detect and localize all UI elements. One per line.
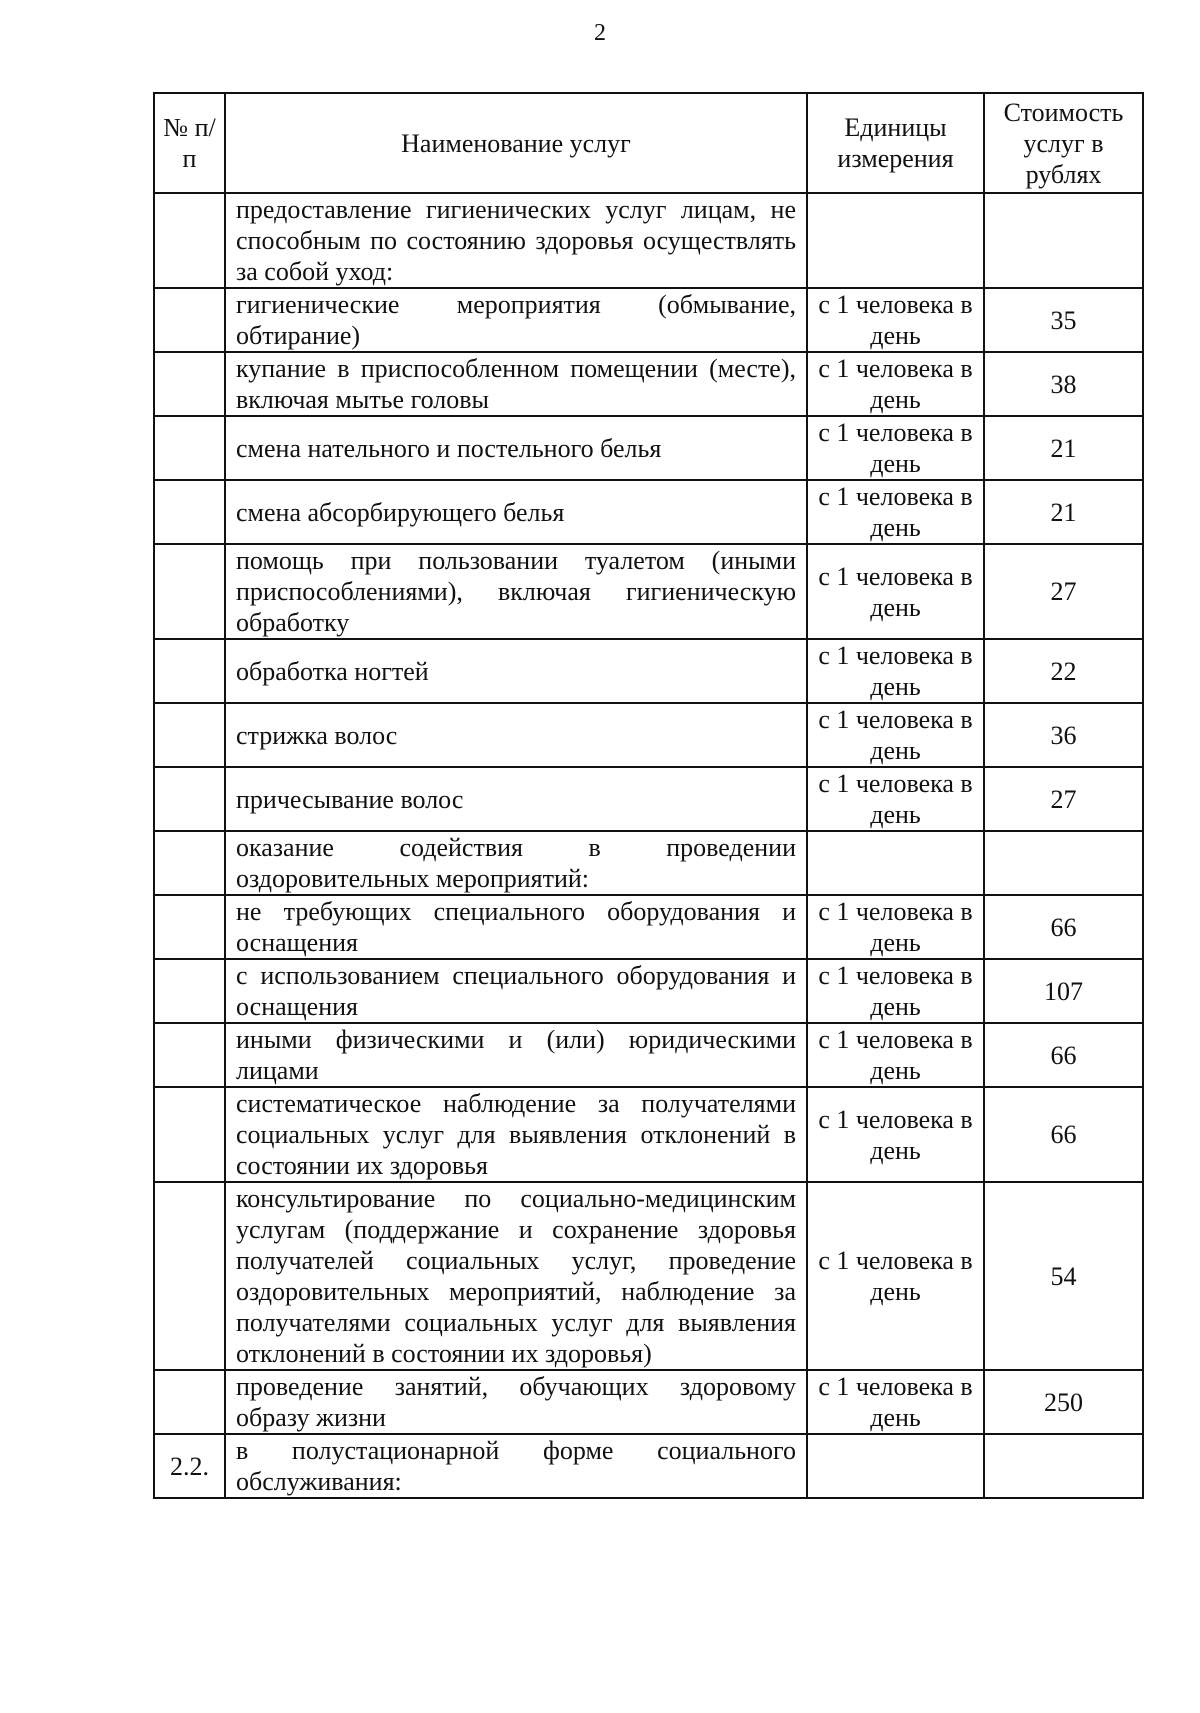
row-number: 2.2. <box>154 1434 225 1498</box>
table-row <box>154 1023 1143 1087</box>
row-number <box>154 1087 225 1182</box>
unit-of-measure: с 1 человека в день <box>807 703 984 767</box>
unit-of-measure <box>807 193 984 288</box>
row-number <box>154 288 225 352</box>
table-row <box>154 1182 1143 1370</box>
service-name: иными физическими и (или) юридическими лицами <box>225 1023 807 1087</box>
table-row <box>154 1087 1143 1182</box>
service-price: 66 <box>984 1087 1143 1182</box>
table-row <box>154 288 1143 352</box>
table-body <box>154 193 1143 1498</box>
row-number <box>154 416 225 480</box>
table-row <box>154 1370 1143 1434</box>
row-number <box>154 1182 225 1370</box>
header-number: № п/п <box>154 93 225 193</box>
unit-of-measure: с 1 человека в день <box>807 480 984 544</box>
service-name: оказание содействия в проведении оздоровительных мероприятий: <box>225 831 807 895</box>
service-name: в полустационарной форме социального обслуживания: <box>225 1434 807 1498</box>
service-name: предоставление гигиенических услуг лицам, не способным по состоянию здоровья осуществлять за собой уход: <box>225 193 807 288</box>
row-number <box>154 1023 225 1087</box>
table-row <box>154 480 1143 544</box>
service-name: с использованием специального оборудования и оснащения <box>225 959 807 1023</box>
table-row <box>154 639 1143 703</box>
service-price: 36 <box>984 703 1143 767</box>
header-service-name: Наименование услуг <box>225 93 807 193</box>
service-price: 21 <box>984 416 1143 480</box>
header-unit: Единицы измерения <box>807 93 984 193</box>
service-price: 66 <box>984 895 1143 959</box>
unit-of-measure: с 1 человека в день <box>807 767 984 831</box>
service-name: обработка ногтей <box>225 639 807 703</box>
service-name: смена абсорбирующего белья <box>225 480 807 544</box>
table-row <box>154 1434 1143 1498</box>
row-number <box>154 352 225 416</box>
unit-of-measure: с 1 человека в день <box>807 288 984 352</box>
service-price: 35 <box>984 288 1143 352</box>
unit-of-measure: с 1 человека в день <box>807 1023 984 1087</box>
page-number: 2 <box>594 20 606 46</box>
service-price: 54 <box>984 1182 1143 1370</box>
service-name: систематическое наблюдение за получателями социальных услуг для выявления отклонений в состоянии их здоровья <box>225 1087 807 1182</box>
unit-of-measure: с 1 человека в день <box>807 1370 984 1434</box>
row-number <box>154 831 225 895</box>
service-name: помощь при пользовании туалетом (иными приспособлениями), включая гигиеническую обработку <box>225 544 807 639</box>
service-price: 22 <box>984 639 1143 703</box>
table-header-row <box>154 93 1143 193</box>
row-number <box>154 703 225 767</box>
table-row <box>154 416 1143 480</box>
row-number <box>154 895 225 959</box>
service-name: не требующих специального оборудования и оснащения <box>225 895 807 959</box>
table-row <box>154 193 1143 288</box>
service-name: смена нательного и постельного белья <box>225 416 807 480</box>
unit-of-measure: с 1 человека в день <box>807 959 984 1023</box>
row-number <box>154 480 225 544</box>
table-row <box>154 831 1143 895</box>
service-price: 27 <box>984 544 1143 639</box>
unit-of-measure: с 1 человека в день <box>807 1182 984 1370</box>
service-price: 38 <box>984 352 1143 416</box>
service-price: 21 <box>984 480 1143 544</box>
unit-of-measure <box>807 1434 984 1498</box>
service-name: причесывание волос <box>225 767 807 831</box>
row-number <box>154 639 225 703</box>
unit-of-measure: с 1 человека в день <box>807 352 984 416</box>
unit-of-measure: с 1 человека в день <box>807 639 984 703</box>
header-price: Стоимость услуг в рублях <box>984 93 1143 193</box>
service-price <box>984 831 1143 895</box>
table-row <box>154 352 1143 416</box>
table-row <box>154 544 1143 639</box>
table-row <box>154 767 1143 831</box>
unit-of-measure <box>807 831 984 895</box>
service-name: стрижка волос <box>225 703 807 767</box>
service-name: гигиенические мероприятия (обмывание, обтирание) <box>225 288 807 352</box>
row-number <box>154 1370 225 1434</box>
row-number <box>154 193 225 288</box>
services-price-table <box>153 92 1144 1499</box>
row-number <box>154 544 225 639</box>
service-name: купание в приспособленном помещении (месте), включая мытье головы <box>225 352 807 416</box>
service-price <box>984 1434 1143 1498</box>
service-name: консультирование по социально-медицинским услугам (поддержание и сохранение здоровья получателей социальных услуг, проведение оздоровительных мероприятий, наблюдение за получателями социальных услуг для выявления отклонений в состоянии их здоровья) <box>225 1182 807 1370</box>
unit-of-measure: с 1 человека в день <box>807 1087 984 1182</box>
table-row <box>154 895 1143 959</box>
row-number <box>154 767 225 831</box>
service-price: 250 <box>984 1370 1143 1434</box>
table-row <box>154 959 1143 1023</box>
table-row <box>154 703 1143 767</box>
unit-of-measure: с 1 человека в день <box>807 544 984 639</box>
service-price: 27 <box>984 767 1143 831</box>
service-price <box>984 193 1143 288</box>
service-name: проведение занятий, обучающих здоровому образу жизни <box>225 1370 807 1434</box>
unit-of-measure: с 1 человека в день <box>807 416 984 480</box>
row-number <box>154 959 225 1023</box>
service-price: 107 <box>984 959 1143 1023</box>
unit-of-measure: с 1 человека в день <box>807 895 984 959</box>
service-price: 66 <box>984 1023 1143 1087</box>
